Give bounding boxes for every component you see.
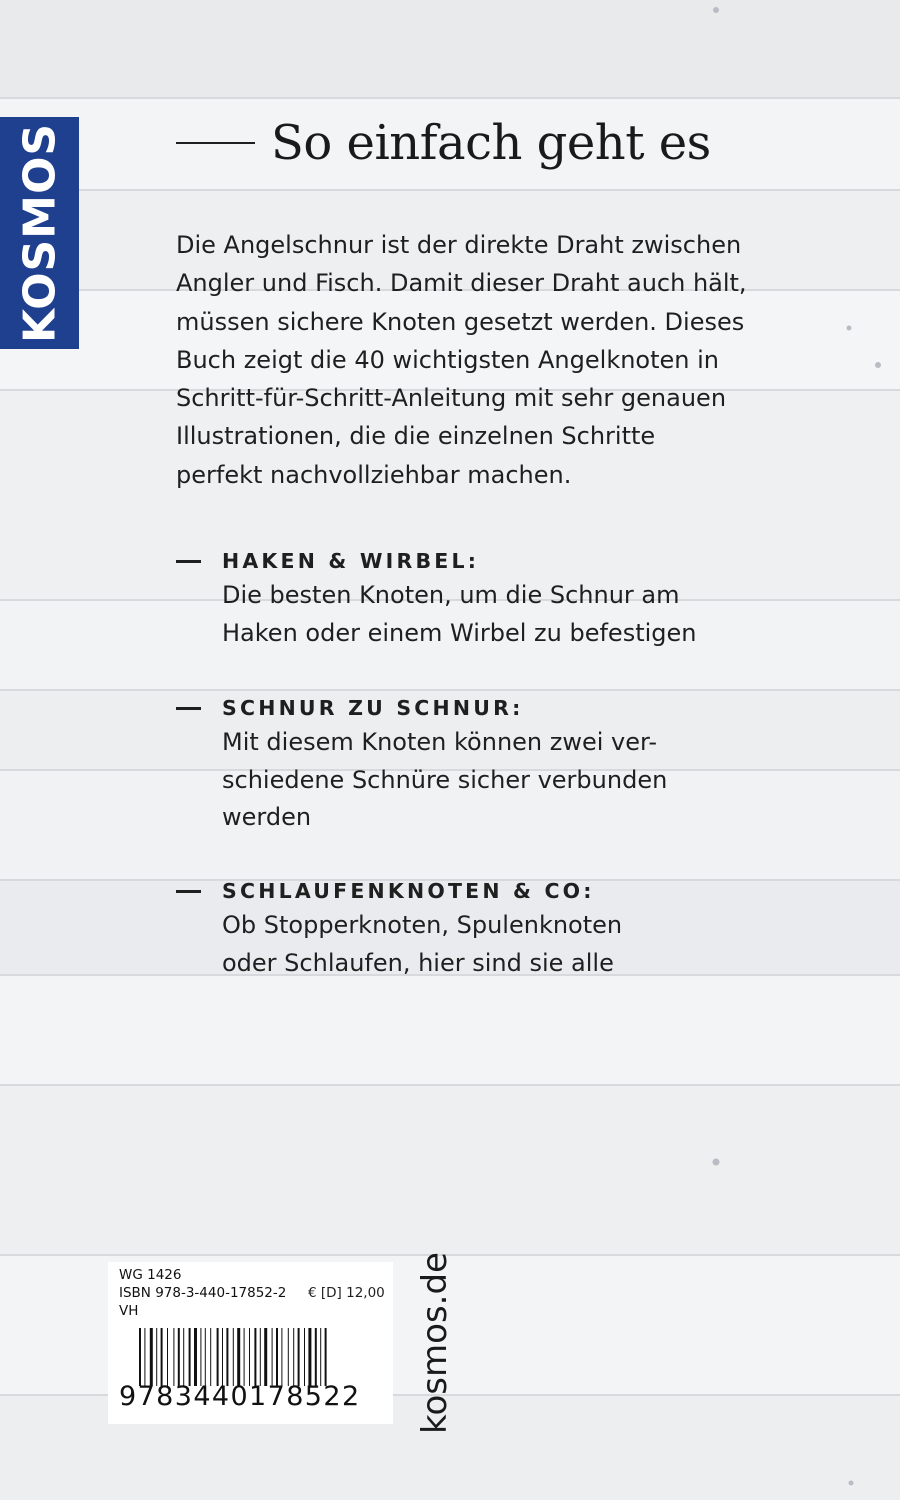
price: € [D] 12,00 <box>308 1285 385 1301</box>
barcode-bar <box>260 1328 261 1386</box>
intro-line: müssen sichere Knoten gesetzt werden. Dieses <box>176 307 745 336</box>
barcode-bar <box>150 1328 153 1386</box>
feature-title: SCHNUR ZU SCHNUR: <box>222 696 524 720</box>
feature-title: SCHLAUFENKNOTEN & CO: <box>222 879 595 903</box>
barcode-bar <box>249 1328 250 1386</box>
barcode-bar <box>200 1328 201 1386</box>
barcode-bar <box>325 1328 327 1386</box>
bullet-dash <box>176 560 201 563</box>
barcode-bar <box>272 1328 273 1386</box>
barcode-bar <box>144 1328 145 1386</box>
feature-schlaufenknoten <box>176 875 856 982</box>
feature-line: Haken oder einem Wirbel zu befestigen <box>222 618 697 647</box>
intro-line: Illustrationen, die die einzelnen Schritte <box>176 422 656 451</box>
barcode-bar <box>161 1328 163 1386</box>
barcode-bar <box>205 1328 206 1386</box>
barcode-bar <box>194 1328 197 1386</box>
barcode-bar <box>189 1328 191 1386</box>
intro-text <box>176 226 836 494</box>
barcode-bar <box>288 1328 289 1386</box>
bullet-dash <box>176 707 201 710</box>
headline <box>176 108 711 178</box>
barcode-bar <box>298 1328 300 1386</box>
feature-haken-wirbel <box>176 545 856 652</box>
feature-schnur-zu-schnur <box>176 692 856 837</box>
feature-line: Ob Stopperknoten, Spulenknoten <box>222 911 623 939</box>
kosmos-logo-text: KOSMOS <box>14 122 65 344</box>
barcode-bar <box>167 1328 168 1386</box>
barcode-bar <box>304 1328 305 1386</box>
feature-line: Die besten Knoten, um die Schnur am <box>222 581 680 609</box>
website: kosmos.de <box>415 1252 455 1434</box>
feature-line: Mit diesem Knoten können zwei ver- <box>222 728 658 756</box>
price-meta <box>119 1266 286 1320</box>
price-box <box>108 1262 393 1424</box>
barcode-bar <box>210 1328 211 1386</box>
feature-title: HAKEN & WIRBEL: <box>222 549 480 573</box>
ean-digits: 9783440178522 <box>119 1381 361 1412</box>
barcode-bar <box>183 1328 184 1386</box>
barcode-bar <box>254 1328 256 1386</box>
barcode-bar <box>264 1328 267 1386</box>
intro-line: Schritt-für-Schritt-Anleitung mit sehr genauen <box>176 384 727 413</box>
barcode <box>139 1328 377 1386</box>
barcode-bar <box>244 1328 245 1386</box>
barcode-bar <box>237 1328 240 1386</box>
barcode-bar <box>308 1328 311 1386</box>
barcode-bar <box>233 1328 234 1386</box>
intro-line: Die Angelschnur ist der direkte Draht zwischen <box>176 231 742 259</box>
barcode-bar <box>217 1328 219 1386</box>
barcode-bar <box>293 1328 294 1386</box>
intro-line: Angler und Fisch. Damit dieser Draht auch hält, <box>176 269 747 298</box>
vh-code: VH <box>119 1303 139 1319</box>
intro-line: perfekt nachvollziehbar machen. <box>176 460 572 489</box>
isbn: ISBN 978-3-440-17852-2 <box>119 1285 287 1301</box>
feature-line: werden <box>222 803 312 831</box>
barcode-bar <box>173 1328 174 1386</box>
bullet-dash <box>176 890 201 893</box>
headline-rule <box>176 142 255 144</box>
barcode-bar <box>226 1328 228 1386</box>
barcode-bar <box>156 1328 157 1386</box>
kosmos-logo <box>0 117 79 349</box>
barcode-bar <box>222 1328 223 1386</box>
feature-line: schiedene Schnüre sicher verbunden <box>222 765 668 794</box>
feature-line: oder Schlaufen, hier sind sie alle <box>222 948 614 977</box>
barcode-bar <box>281 1328 282 1386</box>
wg-code: WG 1426 <box>119 1267 182 1283</box>
barcode-bar <box>320 1328 321 1386</box>
intro-line: Buch zeigt die 40 wichtigsten Angelknoten in <box>176 345 719 374</box>
barcode-bar <box>276 1328 278 1386</box>
barcode-bar <box>139 1328 141 1386</box>
page-title: So einfach geht es <box>271 115 711 171</box>
barcode-bar <box>178 1328 180 1386</box>
barcode-bar <box>315 1328 317 1386</box>
